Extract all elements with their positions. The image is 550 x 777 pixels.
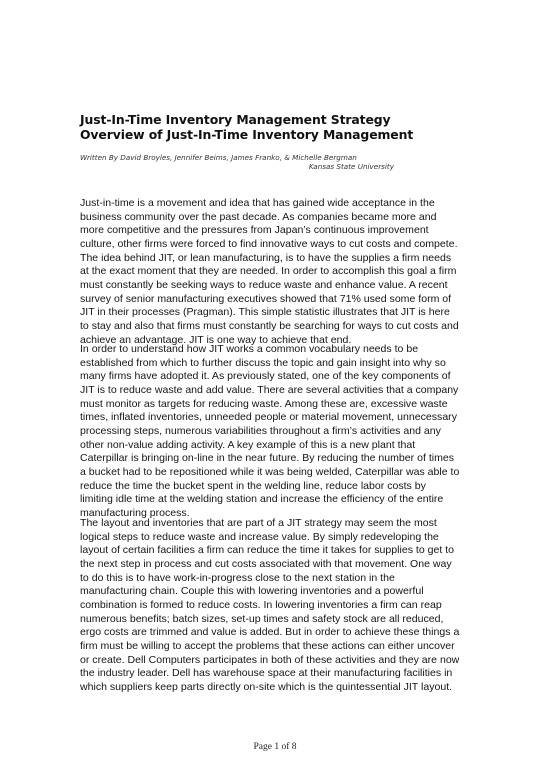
text-line: Just-in-time is a movement and idea that has gained wide acceptance in the [80,197,435,209]
author-affiliation: Kansas State University [308,162,394,171]
text-line: the next step in process and cut costs associated with that movement. One way [80,557,452,570]
text-line: the industry leader. Dell has warehouse space at their manufacturing facilities in [80,667,453,680]
text-line: at the exact moment that they are needed. In order to accomplish this goal a firm [80,265,457,278]
document-subtitle: Overview of Just-In-Time Inventory Management [80,127,414,142]
document-title: Just-In-Time Inventory Management Strategy [80,112,391,127]
text-line: must monitor as targets for reducing waste. Among these are, excessive waste [80,397,448,410]
text-line: numerous benefits; batch sizes, set-up times and safety stock are all reduced, [80,612,444,625]
text-line: many firms have adopted it. As previously stated, one of the key components of [80,370,451,383]
text-line: limiting idle time at the welding station and increase the efficiency of the entire [80,493,444,506]
text-line: Caterpillar is bringing on-line in the near future. By reducing the number of times [80,452,455,465]
text-line: manufacturing chain. Couple this with lowering inventories and a powerful [80,585,424,598]
text-line: times, inflated inventories, unneeded people or material movement, unnecessary [80,411,457,424]
text-line: combination is formed to reduce costs. In lowering inventories a firm can reap [80,598,442,611]
text-line: or create. Dell Computers participates in both of these activities and they are now [80,653,460,666]
text-line: The layout and inventories that are part of a JIT strategy may seem the most [80,517,437,529]
paragraph [80,517,480,695]
text-line: which suppliers keep parts directly on-site which is the quintessential JIT layout. [80,680,453,693]
text-line: survey of senior manufacturing executives showed that 71% used some form of [80,292,452,305]
text-line: JIT is to reduce waste and add value. There are several activities that a company [80,383,459,396]
author-byline: Written By David Broyles, Jennifer Beims, James Franko, & Michelle Bergman [80,153,357,162]
text-line: reduce the time the bucket spent in the welding line, reduce labor costs by [80,479,426,492]
text-line: must constantly be seeking ways to reduce waste and enhance value. A recent [80,278,448,291]
text-line: logical steps to reduce waste and increase value. By simply redeveloping the [80,530,439,543]
text-line: other non-value adding activity. A key example of this is a new plant that [80,438,416,451]
text-line: In order to understand how JIT works a common vocabulary needs to be [80,343,419,355]
text-line: to do this is to have work-in-progress close to the next station in the [80,571,395,584]
text-line: layout of certain facilities a firm can reduce the time it takes for supplies to get to [80,544,455,557]
paragraph [80,343,480,521]
text-line: processing steps, numerous variabilities throughout a firm’s activities and any [80,424,441,437]
paragraph [80,197,480,347]
text-line: firm must be willing to accept the problems that these actions can either uncover [80,639,455,652]
text-line: achieve an advantage. JIT is one way to achieve that end. [80,333,352,346]
text-line: to stay and also that firms must constantly be searching for ways to cut costs and [80,319,459,332]
text-line: business community over the past decade. As companies became more and [80,210,437,223]
text-line: culture, other firms were forced to find innovative ways to cut costs and compete. [80,237,458,250]
text-line: The idea behind JIT, or lean manufacturing, is to have the supplies a firm needs [80,251,452,264]
text-line: established from which to further discuss the topic and gain insight into why so [80,356,446,369]
page-number: Page 1 of 8 [253,742,297,752]
text-line: JIT in their processes (Pragman). This simple statistic illustrates that JIT is here [80,306,450,319]
text-line: a bucket had to be repositioned while it was being welded, Caterpillar was able to [80,465,460,478]
text-line: more competitive and the pressures from Japan’s continuous improvement [80,224,429,237]
text-line: ergo costs are trimmed and value is added. But in order to achieve these things a [80,626,460,639]
text-line: manufacturing process. [80,506,190,519]
